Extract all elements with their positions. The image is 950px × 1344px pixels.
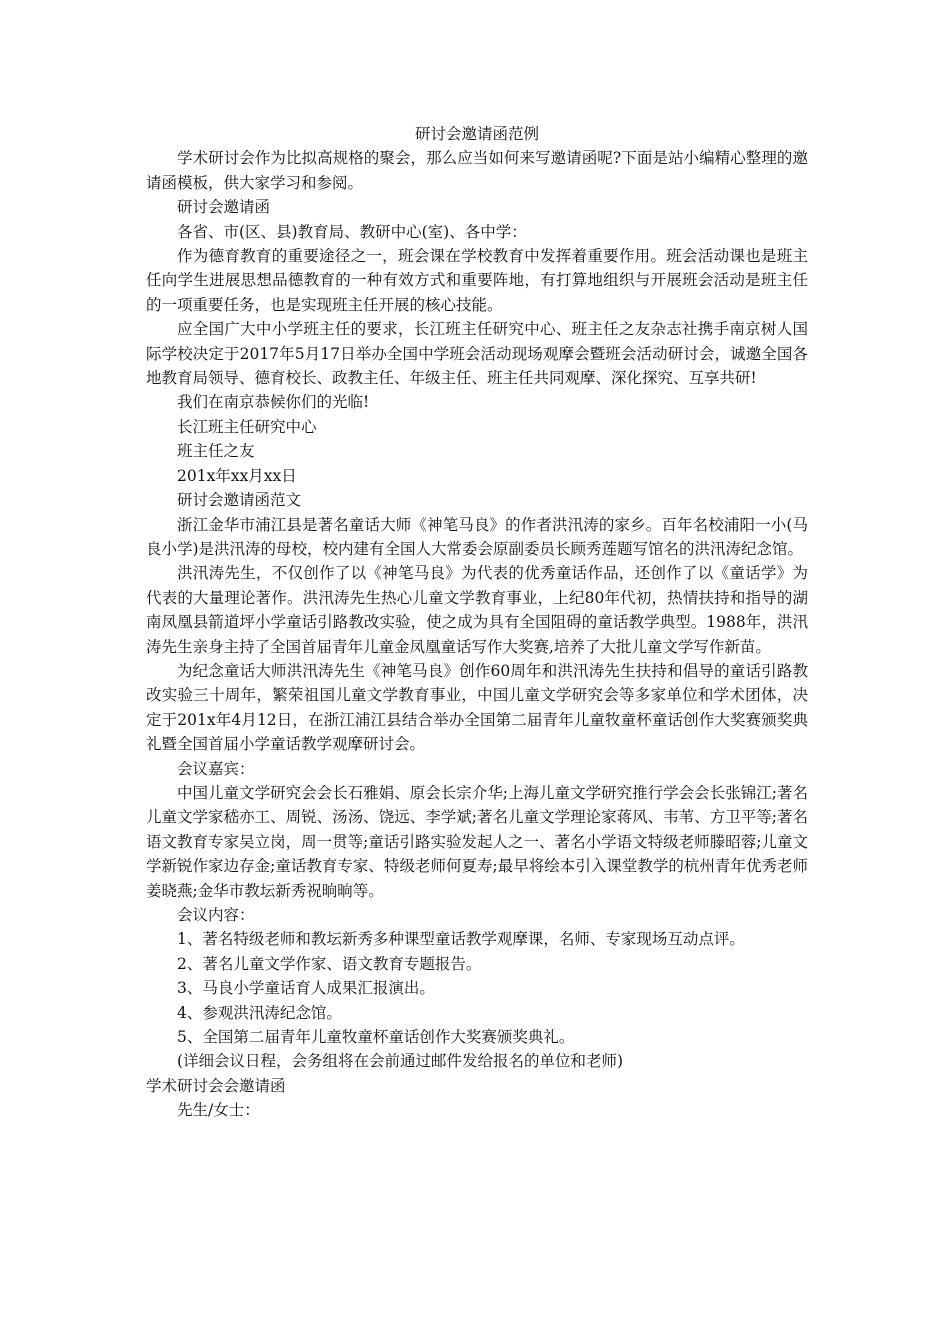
paragraph: 4、参观洪汛涛纪念馆。	[177, 1003, 342, 1022]
paragraph: 应全国广大中小学班主任的要求，长江班主任研究中心、班主任之友杂志社携手南京树人国际学校决定于2017年5月17日举办全国中学班会活动现场观摩会暨班会活动研讨会，诚邀全国各地教育局领导、德育校长、政教主任、年级主任、班主任共同观摩、深化探究、互享共研!	[146, 320, 808, 388]
paragraph: 研讨会邀请函	[177, 198, 271, 217]
document-title: 研讨会邀请函范例	[414, 125, 539, 143]
paragraph: 长江班主任研究中心	[177, 417, 317, 436]
paragraph: 2、著名儿童文学作家、语文教育专题报告。	[177, 954, 482, 973]
paragraph: 学术研讨会作为比拟高规格的聚会，那么应当如何来写邀请函呢?下面是站小编精心整理的邀请函模板，供大家学习和参阅。	[146, 149, 808, 192]
paragraph: (详细会议日程，会务组将在会前通过邮件发给报名的单位和老师)	[177, 1052, 624, 1071]
paragraph: 5、全国第二届青年儿童牧童杯童话创作大奖赛颁奖典礼。	[177, 1028, 575, 1047]
paragraph: 201x年xx月xx日	[177, 466, 297, 485]
paragraph: 先生/女士：	[177, 1101, 260, 1120]
paragraph: 会议嘉宾：	[177, 759, 255, 778]
paragraph: 洪汛涛先生，不仅创作了以《神笔马良》为代表的优秀童话作品，还创作了以《童话学》为代表的大量理论著作。洪汛涛先生热心儿童文学教育事业，上纪80年代初，热情扶持和指导的湖南凤凰县箭道坪小学童话引路教改实验，使之成为具有全国阻碍的童话教学典型。1988年，洪汛涛先生亲身主持了全国首届青年儿童金凤凰童话写作大奖赛,培养了大批儿童文学写作新苗。	[146, 564, 808, 656]
paragraph: 各省、市(区、县)教育局、教研中心(室)、各中学：	[177, 222, 527, 241]
paragraph: 1、著名特级老师和教坛新秀多种课型童话教学观摩课，名师、专家现场互动点评。	[177, 930, 745, 949]
paragraph: 会议内容：	[177, 906, 255, 924]
document-body	[146, 146, 808, 1122]
paragraph: 中国儿童文学研究会会长石雅娟、原会长宗介华;上海儿童文学研究推行学会会长张锦江;著名儿童文学家嵇亦工、周锐、汤汤、饶远、李学斌;著名儿童文学理论家蒋风、韦苇、方卫平等;著名语文教育专家吴立岗，周一贯等;童话引路实验发起人之一、著名小学语文特级老师滕昭蓉;儿童文学新锐作家边存金;童话教育专家、特级老师何夏寿;最早将绘本引入课堂教学的杭州青年优秀老师姜晓燕;金华市教坛新秀祝晌晌等。	[146, 783, 808, 900]
paragraph: 浙江金华市浦江县是著名童话大师《神笔马良》的作者洪汛涛的家乡。百年名校浦阳一小(马良小学)是洪汛涛的母校，校内建有全国人大常委会原副委员长顾秀莲题写馆名的洪汛涛纪念馆。	[146, 515, 808, 558]
paragraph: 为纪念童话大师洪汛涛先生《神笔马良》创作60周年和洪汛涛先生扶持和倡导的童话引路教改实验三十周年，繁荣祖国儿童文学教育事业，中国儿童文学研究会等多家单位和学术团体，决定于201x年4月12日，在浙江浦江县结合举办全国第二届青年儿童牧童杯童话创作大奖赛颁奖典礼暨全国首届小学童话教学观摩研讨会。	[146, 661, 808, 754]
paragraph: 作为德育教育的重要途径之一，班会课在学校教育中发挥着重要作用。班会活动课也是班主任向学生进展思想品德教育的一种有效方式和重要阵地，有打算地组织与开展班会活动是班主任的一项重要任务，也是实现班主任开展的核心技能。	[146, 247, 808, 314]
document-page	[146, 122, 808, 1123]
paragraph: 学术研讨会会邀请函	[146, 1076, 286, 1095]
paragraph: 班主任之友	[177, 442, 255, 461]
paragraph: 3、马良小学童话育人成果汇报演出。	[177, 979, 435, 998]
paragraph: 我们在南京恭候你们的光临!	[177, 393, 370, 412]
paragraph: 研讨会邀请函范文	[177, 491, 302, 510]
